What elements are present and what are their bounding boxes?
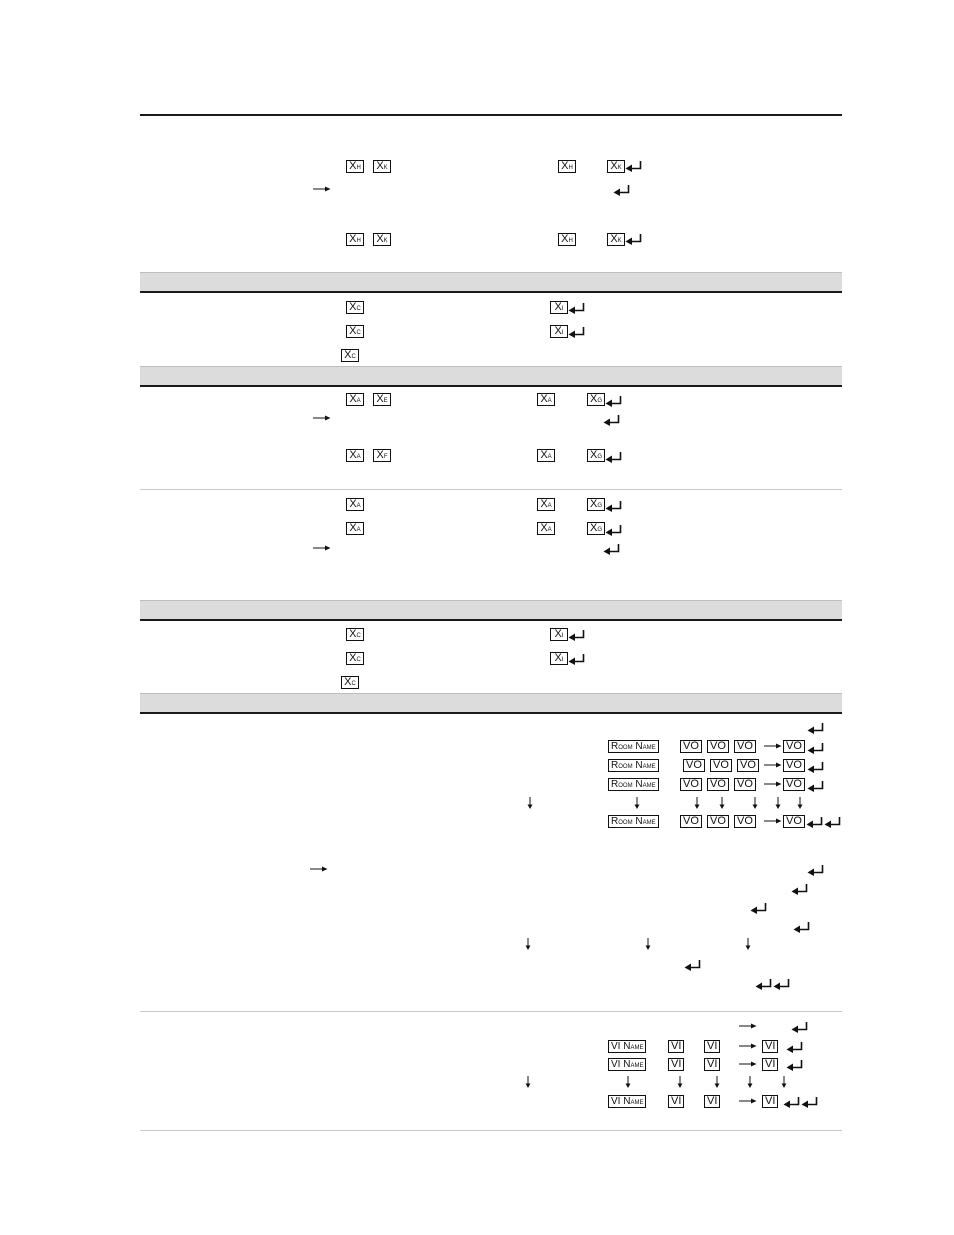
vi-symbol: VI — [762, 1040, 778, 1053]
key-main-letter: X — [349, 233, 357, 245]
arrow-down-icon — [634, 797, 640, 809]
key-xk-symbol — [607, 233, 625, 246]
key-subscript: A — [547, 503, 552, 509]
key-main-letter: X — [554, 652, 562, 664]
vo-symbol: VO — [710, 759, 732, 772]
enter-key-icon — [791, 883, 809, 895]
key-main-letter: X — [344, 676, 352, 688]
arrow-down-icon — [781, 1076, 787, 1088]
key-xh-symbol — [558, 160, 576, 173]
key-xa-symbol — [346, 522, 364, 535]
key-main-letter: X — [376, 233, 384, 245]
room-name-small: AME — [642, 783, 656, 789]
room-name-small: AME — [642, 764, 656, 770]
key-main-letter: X — [349, 393, 357, 405]
arrow-down-icon — [527, 797, 533, 809]
key-main-letter: X — [344, 349, 352, 361]
key-subscript: E — [383, 398, 388, 404]
vi-name-small: AME — [630, 1063, 644, 1069]
arrow-right-icon — [310, 866, 328, 872]
vi-symbol: VI — [704, 1058, 720, 1071]
arrow-right-icon — [739, 1043, 757, 1049]
top-rule — [140, 114, 842, 116]
key-xk-symbol — [373, 233, 391, 246]
key-main-letter: X — [590, 449, 598, 461]
key-xg-symbol — [587, 449, 605, 462]
vo-symbol: VO — [680, 778, 702, 791]
enter-key-icon — [568, 629, 586, 641]
arrow-down-icon — [752, 797, 758, 809]
key-xa-symbol — [346, 449, 364, 462]
key-main-letter: X — [540, 449, 548, 461]
key-main-letter: X — [554, 301, 562, 313]
enter-key-icon — [603, 414, 621, 426]
vi-name-symbol — [608, 1095, 646, 1108]
section-band — [140, 272, 842, 293]
key-main-letter: X — [540, 522, 548, 534]
key-xc-symbol — [346, 301, 364, 314]
key-xi-symbol — [550, 325, 568, 338]
key-subscript: A — [356, 454, 361, 460]
key-subscript: C — [356, 657, 361, 663]
key-xa-symbol — [537, 498, 555, 511]
key-xa-symbol — [537, 522, 555, 535]
key-subscript: I — [561, 306, 564, 312]
key-xa-symbol — [537, 449, 555, 462]
key-subscript: I — [561, 657, 564, 663]
vo-symbol: VO — [680, 740, 702, 753]
arrow-down-icon — [714, 1076, 720, 1088]
arrow-down-icon — [645, 938, 651, 950]
key-xh-symbol — [346, 233, 364, 246]
key-subscript: A — [356, 503, 361, 509]
key-main-letter: X — [590, 498, 598, 510]
key-xc-symbol — [346, 325, 364, 338]
key-subscript: C — [351, 681, 356, 687]
key-xc-symbol — [341, 349, 359, 362]
key-main-letter: X — [349, 628, 357, 640]
key-xe-symbol — [373, 393, 391, 406]
enter-key-icon — [783, 1096, 801, 1108]
vi-name-vi: VI — [611, 1041, 621, 1052]
arrow-right-icon — [764, 781, 782, 787]
enter-key-icon — [605, 500, 623, 512]
divider — [140, 489, 842, 490]
room-name-small: AME — [642, 745, 656, 751]
section-band — [140, 600, 842, 621]
key-xa-symbol — [346, 393, 364, 406]
enter-key-icon — [786, 1041, 804, 1053]
room-name-cap: N — [635, 816, 643, 827]
key-xc-symbol — [346, 628, 364, 641]
arrow-right-icon — [764, 743, 782, 749]
arrow-down-icon — [694, 797, 700, 809]
key-main-letter: X — [610, 233, 618, 245]
arrow-down-icon — [747, 1076, 753, 1088]
vi-symbol: VI — [762, 1058, 778, 1071]
room-name-cap: R — [611, 741, 619, 752]
key-subscript: C — [356, 330, 361, 336]
vi-name-cap: N — [623, 1041, 631, 1052]
enter-key-icon — [684, 959, 702, 971]
key-main-letter: X — [590, 393, 598, 405]
enter-key-icon — [613, 184, 631, 196]
enter-key-icon — [755, 978, 773, 990]
vo-symbol: VO — [707, 740, 729, 753]
key-subscript: I — [561, 633, 564, 639]
enter-key-icon — [605, 524, 623, 536]
vi-name-vi: VI — [611, 1059, 621, 1070]
vo-symbol: VO — [734, 815, 756, 828]
vo-symbol: VO — [783, 815, 805, 828]
enter-key-icon — [807, 742, 825, 754]
room-name-small: OOM — [618, 820, 633, 826]
vi-name-symbol — [608, 1058, 646, 1071]
key-xg-symbol — [587, 522, 605, 535]
key-main-letter: X — [349, 160, 357, 172]
vo-symbol: VO — [683, 759, 705, 772]
key-subscript: H — [568, 165, 573, 171]
key-xg-symbol — [587, 498, 605, 511]
room-name-cap: N — [635, 741, 643, 752]
key-xc-symbol — [346, 652, 364, 665]
key-xf-symbol — [373, 449, 391, 462]
section-band — [140, 366, 842, 387]
key-subscript: C — [356, 306, 361, 312]
room-name-symbol — [608, 740, 659, 753]
vi-symbol: VI — [704, 1040, 720, 1053]
room-name-cap: R — [611, 779, 619, 790]
key-main-letter: X — [376, 160, 384, 172]
key-xc-symbol — [341, 676, 359, 689]
key-subscript: K — [383, 165, 388, 171]
enter-key-icon — [750, 902, 768, 914]
arrow-right-icon — [313, 186, 331, 192]
key-main-letter: X — [349, 449, 357, 461]
room-name-cap: N — [635, 779, 643, 790]
enter-key-icon — [791, 1021, 809, 1033]
key-subscript: K — [383, 238, 388, 244]
room-name-cap: R — [611, 816, 619, 827]
key-xi-symbol — [550, 301, 568, 314]
key-main-letter: X — [376, 393, 384, 405]
key-subscript: K — [617, 165, 622, 171]
arrow-down-icon — [719, 797, 725, 809]
arrow-down-icon — [775, 797, 781, 809]
vo-symbol: VO — [707, 778, 729, 791]
vi-name-cap: N — [623, 1059, 631, 1070]
enter-key-icon — [568, 302, 586, 314]
enter-key-icon — [793, 921, 811, 933]
enter-key-icon — [806, 816, 824, 828]
enter-key-icon — [603, 543, 621, 555]
enter-key-icon — [807, 722, 825, 734]
key-main-letter: X — [349, 301, 357, 313]
key-subscript: G — [597, 527, 603, 533]
key-subscript: K — [617, 238, 622, 244]
key-main-letter: X — [554, 628, 562, 640]
key-subscript: A — [547, 454, 552, 460]
enter-key-icon — [568, 326, 586, 338]
arrow-down-icon — [625, 1076, 631, 1088]
key-subscript: A — [547, 527, 552, 533]
key-xg-symbol — [587, 393, 605, 406]
key-xa-symbol — [346, 498, 364, 511]
key-subscript: A — [356, 398, 361, 404]
enter-key-icon — [625, 160, 643, 172]
vo-symbol: VO — [734, 740, 756, 753]
enter-key-icon — [786, 1059, 804, 1071]
arrow-down-icon — [745, 938, 751, 950]
room-name-cap: R — [611, 760, 619, 771]
enter-key-icon — [605, 451, 623, 463]
vi-name-small: AME — [630, 1100, 644, 1106]
vi-symbol: VI — [668, 1095, 684, 1108]
arrow-right-icon — [739, 1023, 757, 1029]
arrow-right-icon — [313, 545, 331, 551]
arrow-right-icon — [313, 415, 331, 421]
enter-key-icon — [773, 978, 791, 990]
divider — [140, 1011, 842, 1012]
key-main-letter: X — [561, 233, 569, 245]
vi-name-symbol — [608, 1040, 646, 1053]
key-subscript: G — [597, 503, 603, 509]
key-subscript: I — [561, 330, 564, 336]
key-xi-symbol — [550, 628, 568, 641]
arrow-down-icon — [677, 1076, 683, 1088]
vi-symbol: VI — [668, 1040, 684, 1053]
key-subscript: H — [356, 165, 361, 171]
vo-symbol: VO — [734, 778, 756, 791]
enter-key-icon — [807, 761, 825, 773]
room-name-small: OOM — [618, 745, 633, 751]
vi-name-small: AME — [630, 1045, 644, 1051]
arrow-down-icon — [525, 1076, 531, 1088]
key-main-letter: X — [376, 449, 384, 461]
key-xh-symbol — [346, 160, 364, 173]
vi-symbol: VI — [762, 1095, 778, 1108]
enter-key-icon — [605, 395, 623, 407]
key-main-letter: X — [540, 393, 548, 405]
key-xk-symbol — [607, 160, 625, 173]
key-xh-symbol — [558, 233, 576, 246]
enter-key-icon — [807, 864, 825, 876]
key-main-letter: X — [540, 498, 548, 510]
vi-symbol: VI — [704, 1095, 720, 1108]
vi-name-vi: VI — [611, 1096, 621, 1107]
key-main-letter: X — [349, 325, 357, 337]
room-name-symbol — [608, 815, 659, 828]
vo-symbol: VO — [737, 759, 759, 772]
room-name-symbol — [608, 759, 659, 772]
bottom-rule — [140, 1130, 842, 1131]
key-subscript: F — [383, 454, 388, 460]
vo-symbol: VO — [783, 740, 805, 753]
vo-symbol: VO — [680, 815, 702, 828]
arrow-right-icon — [764, 762, 782, 768]
key-xk-symbol — [373, 160, 391, 173]
enter-key-icon — [807, 780, 825, 792]
arrow-down-icon — [525, 938, 531, 950]
key-xa-symbol — [537, 393, 555, 406]
key-main-letter: X — [349, 498, 357, 510]
enter-key-icon — [625, 233, 643, 245]
arrow-right-icon — [739, 1061, 757, 1067]
key-subscript: G — [597, 454, 603, 460]
key-subscript: H — [568, 238, 573, 244]
section-band — [140, 693, 842, 714]
arrow-right-icon — [739, 1098, 757, 1104]
key-main-letter: X — [349, 522, 357, 534]
enter-key-icon — [568, 653, 586, 665]
key-subscript: A — [356, 527, 361, 533]
vi-name-cap: N — [623, 1096, 631, 1107]
key-main-letter: X — [349, 652, 357, 664]
key-main-letter: X — [554, 325, 562, 337]
arrow-down-icon — [797, 797, 803, 809]
room-name-cap: N — [635, 760, 643, 771]
key-subscript: H — [356, 238, 361, 244]
room-name-small: OOM — [618, 783, 633, 789]
key-xi-symbol — [550, 652, 568, 665]
key-main-letter: X — [561, 160, 569, 172]
key-main-letter: X — [610, 160, 618, 172]
room-name-symbol — [608, 778, 659, 791]
room-name-small: OOM — [618, 764, 633, 770]
vi-symbol: VI — [668, 1058, 684, 1071]
vo-symbol: VO — [707, 815, 729, 828]
key-subscript: C — [356, 633, 361, 639]
enter-key-icon — [824, 816, 842, 828]
vo-symbol: VO — [783, 759, 805, 772]
arrow-right-icon — [764, 818, 782, 824]
key-subscript: G — [597, 398, 603, 404]
key-subscript: C — [351, 354, 356, 360]
key-main-letter: X — [590, 522, 598, 534]
key-subscript: A — [547, 398, 552, 404]
enter-key-icon — [801, 1096, 819, 1108]
vo-symbol: VO — [783, 778, 805, 791]
room-name-small: AME — [642, 820, 656, 826]
